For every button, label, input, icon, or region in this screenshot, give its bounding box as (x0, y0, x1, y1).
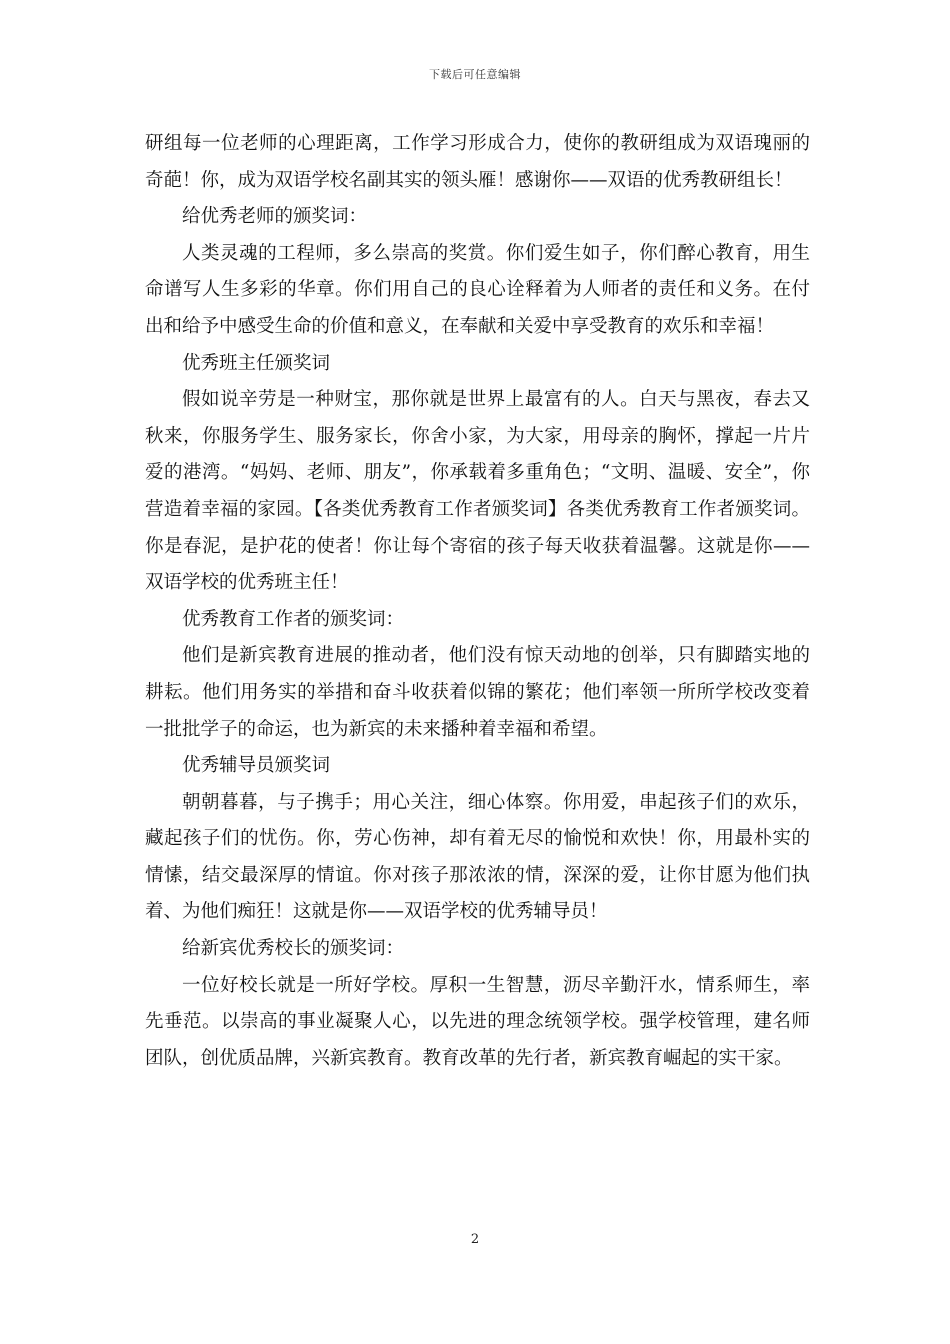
paragraph: 人类灵魂的工程师，多么崇高的奖赏。你们爱生如子，你们醉心教育，用生命谱写人生多彩的华章。你们用自己的良心诠释着为人师者的责任和义务。在付出和给予中感受生命的价值和意义，在奉献和关爱中享受教育的欢乐和幸福！ (145, 242, 810, 337)
section-heading: 优秀班主任颁奖词 (182, 352, 331, 374)
section-heading: 优秀辅导员颁奖词 (182, 755, 331, 777)
paragraph: 他们是新宾教育进展的推动者，他们没有惊天动地的创举，只有脚踏实地的耕耘。他们用务实的举措和奋斗收获着似锦的繁花；他们率领一所所学校改变着一批批学子的命运，也为新宾的未来播种着幸福和希望。 (145, 645, 810, 740)
section-heading: 给新宾优秀校长的颁奖词： (182, 938, 405, 960)
section-heading: 优秀教育工作者的颁奖词： (182, 608, 405, 630)
paragraph: 一位好校长就是一所好学校。厚积一生智慧，沥尽辛勤汗水，情系师生，率先垂范。以崇高的事业凝聚人心，以先进的理念统领学校。强学校管理，建名师团队，创优质品牌，兴新宾教育。教育改革的先行者，新宾教育崛起的实干家。 (145, 974, 810, 1069)
paragraph: 朝朝暮暮，与子携手；用心关注，细心体察。你用爱，串起孩子们的欢乐，藏起孩子们的忧伤。你，劳心伤神，却有着无尽的愉悦和欢快！你，用最朴实的情愫，结交最深厚的情谊。你对孩子那浓浓的情，深深的爱，让你甘愿为他们执着、为他们痴狂！这就是你——双语学校的优秀辅导员！ (145, 791, 810, 923)
page-number: 2 (470, 1232, 480, 1247)
page-header: 下载后可任意编辑 (429, 68, 521, 81)
paragraph: 假如说辛劳是一种财宝，那你就是世界上最富有的人。白天与黑夜，春去又秋来，你服务学生、服务家长，你舍小家，为大家，用母亲的胸怀，撑起一片片爱的港湾。“妈妈、老师、朋友”，你承载着多重角色；“文明、温暖、安全”，你营造着幸福的家园。【各类优秀教育工作者颁奖词】各类优秀教育工作者颁奖词。你是春泥，是护花的使者！你让每个寄宿的孩子每天收获着温馨。这就是你——双语学校的优秀班主任！ (145, 389, 810, 594)
section-heading: 给优秀老师的颁奖词： (182, 206, 368, 228)
document-body (145, 126, 810, 1077)
paragraph: 研组每一位老师的心理距离，工作学习形成合力，使你的教研组成为双语瑰丽的奇葩！你，成为双语学校名副其实的领头雁！感谢你——双语的优秀教研组长！ (145, 133, 810, 191)
